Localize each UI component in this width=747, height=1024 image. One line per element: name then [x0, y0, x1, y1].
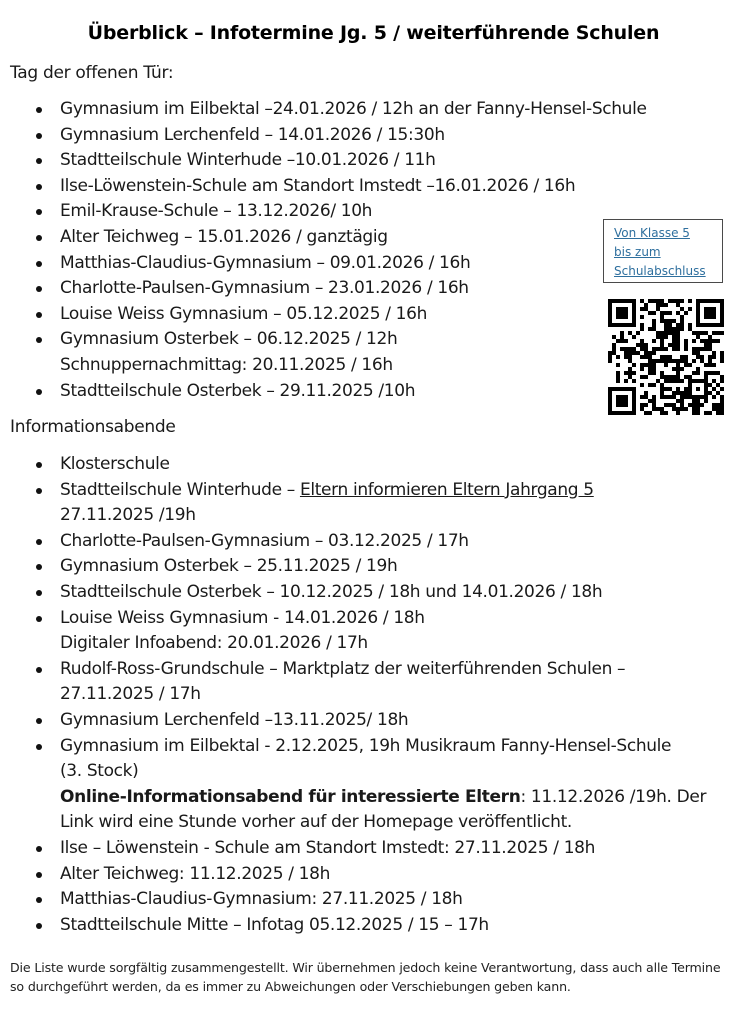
list-item: Stadtteilschule Osterbek – 10.12.2025 / 18h und 14.01.2026 / 18h: [36, 580, 706, 606]
list-item: Gymnasium im Eilbektal - 2.12.2025, 19h Musikraum Fanny-Hensel-Schule (3. Stock) Online-Informationsabend für interessierte Eltern: 11.12.2026 /19h. Der Link wird eine Stunde vorher auf der Homepage veröffentlicht.: [36, 734, 706, 836]
list-item: Alter Teichweg – 15.01.2026 / ganztägig: [36, 225, 647, 251]
list-item: Stadtteilschule Winterhude – Eltern informieren Eltern Jahrgang 5 27.11.2025 /19h: [36, 478, 706, 529]
list-item: Louise Weiss Gymnasium - 14.01.2026 / 18h Digitaler Infoabend: 20.01.2026 / 17h: [36, 606, 706, 657]
info-evenings-heading: Informationsabende: [10, 417, 176, 437]
list-item: Matthias-Claudius-Gymnasium – 09.01.2026 / 16h: [36, 251, 647, 277]
list-item: Louise Weiss Gymnasium – 05.12.2025 / 16h: [36, 302, 647, 328]
list-item: Rudolf-Ross-Grundschule – Marktplatz der weiterführenden Schulen – 27.11.2025 / 17h: [36, 657, 706, 708]
klasse5-schulabschluss-link[interactable]: Von Klasse 5 bis zum Schulabschluss: [603, 219, 723, 283]
online-evening-label: Online-Informationsabend für interessierte Eltern: [60, 786, 521, 807]
open-day-list: [36, 97, 647, 404]
list-item: Stadtteilschule Winterhude –10.01.2026 / 11h: [36, 148, 647, 174]
eltern-informieren-link[interactable]: Eltern informieren Eltern Jahrgang 5: [299, 479, 594, 500]
list-item: Stadtteilschule Mitte – Infotag 05.12.2025 / 15 – 17h: [36, 913, 706, 939]
qr-code-icon[interactable]: [608, 299, 724, 415]
disclaimer-text: Die Liste wurde sorgfältig zusammengestellt. Wir übernehmen jedoch keine Verantwortung, dass auch alle Termine so durchgeführt werden, da es immer zu Abweichungen oder Verschiebungen geben kann.: [10, 960, 721, 994]
list-item: Emil-Krause-Schule – 13.12.2026/ 10h: [36, 199, 647, 225]
list-item: Stadtteilschule Osterbek – 29.11.2025 /10h: [36, 379, 647, 405]
list-item: Gymnasium im Eilbektal –24.01.2026 / 12h an der Fanny-Hensel-Schule: [36, 97, 647, 123]
list-item: Alter Teichweg: 11.12.2025 / 18h: [36, 862, 706, 888]
list-item: Gymnasium Osterbek – 06.12.2025 / 12h Schnuppernachmittag: 20.11.2025 / 16h: [36, 327, 647, 378]
list-item: Gymnasium Lerchenfeld –13.11.2025/ 18h: [36, 708, 706, 734]
list-item: Ilse – Löwenstein - Schule am Standort Imstedt: 27.11.2025 / 18h: [36, 836, 706, 862]
list-item: Charlotte-Paulsen-Gymnasium – 03.12.2025 / 17h: [36, 529, 706, 555]
open-day-heading: Tag der offenen Tür:: [10, 63, 174, 83]
list-item: Klosterschule: [36, 452, 706, 478]
list-item: Gymnasium Osterbek – 25.11.2025 / 19h: [36, 554, 706, 580]
list-item: Matthias-Claudius-Gymnasium: 27.11.2025 / 18h: [36, 887, 706, 913]
list-item: Charlotte-Paulsen-Gymnasium – 23.01.2026 / 16h: [36, 276, 647, 302]
info-evenings-list: [36, 452, 706, 938]
list-item: Ilse-Löwenstein-Schule am Standort Imstedt –16.01.2026 / 16h: [36, 174, 647, 200]
list-item: Gymnasium Lerchenfeld – 14.01.2026 / 15:30h: [36, 123, 647, 149]
page-title: Überblick – Infotermine Jg. 5 / weiterführende Schulen: [87, 22, 660, 44]
